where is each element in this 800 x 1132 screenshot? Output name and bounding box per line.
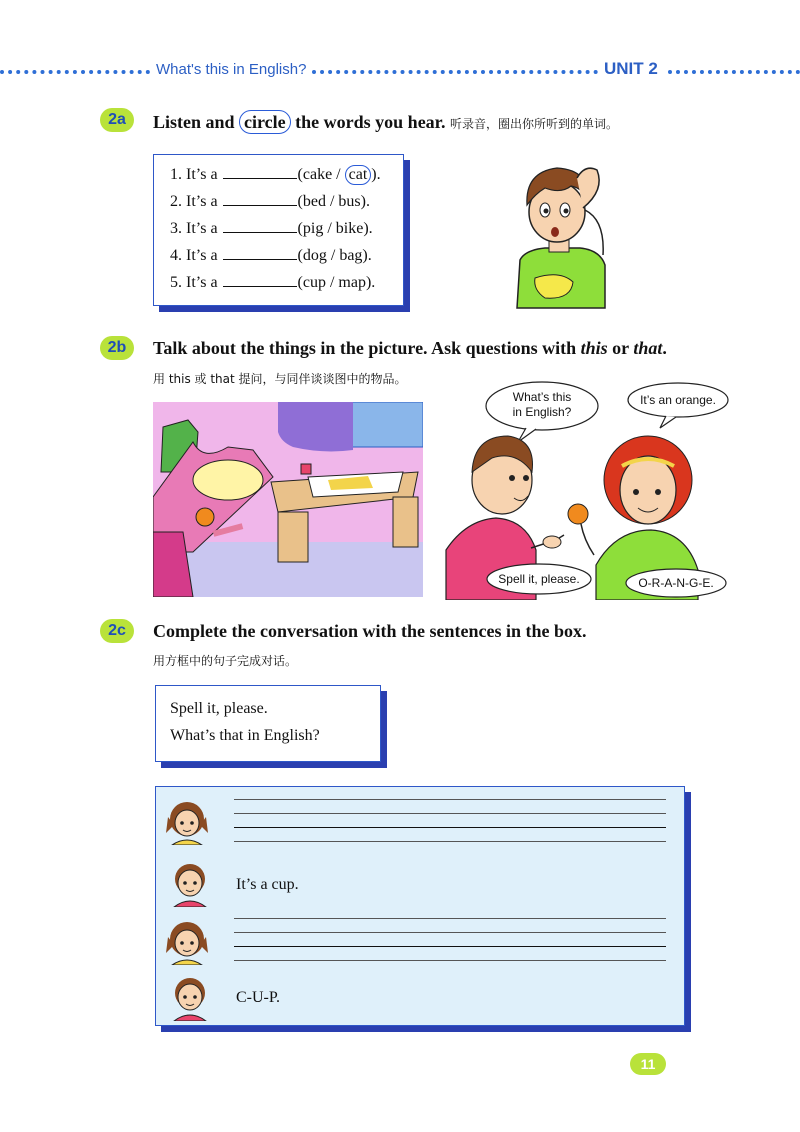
instruction-2c: Complete the conversation with the sentences in the box. (153, 621, 587, 641)
avatar-girl-red (168, 857, 212, 907)
writing-line[interactable] (234, 918, 666, 919)
conversation-box (155, 786, 685, 1026)
circled-word-example: circle (239, 110, 291, 134)
answer-blank[interactable] (223, 165, 297, 179)
bubble-question-line1: What’s this (512, 390, 572, 404)
sentence-box (155, 685, 381, 762)
writing-line[interactable] (234, 813, 666, 814)
writing-line[interactable] (234, 841, 666, 842)
writing-line[interactable] (234, 946, 666, 947)
header-dotted-rule-right (668, 70, 800, 74)
dialogue-illustration (436, 380, 736, 600)
writing-line[interactable] (234, 799, 666, 800)
exercise-item: 3. It’s a (pig / bike). (170, 220, 373, 237)
instruction-2a (153, 110, 618, 134)
answer-blank[interactable] (223, 219, 297, 233)
instruction-2b: Talk about the things in the picture. Ask questions with this or that. (153, 338, 667, 358)
exercise-item: 2. It’s a (bed / bus). (170, 193, 370, 210)
lesson-title: What's this in English? (156, 61, 307, 78)
conversation-answer: C-U-P. (236, 989, 281, 1006)
writing-line[interactable] (234, 932, 666, 933)
circled-option: cat (345, 165, 372, 185)
page-number: 11 (630, 1053, 666, 1075)
conversation-answer: It’s a cup. (236, 876, 299, 893)
header-dotted-rule-middle (312, 70, 598, 74)
bedroom-illustration (153, 402, 423, 597)
section-badge-2a: 2a (100, 108, 134, 132)
instruction-2a-zh: 听录音，圈出你所听到的单词。 (450, 117, 619, 131)
answer-blank[interactable] (223, 246, 297, 260)
exercise-item: 4. It’s a (dog / bag). (170, 247, 372, 264)
bubble-spell: Spell it, please. (498, 572, 580, 586)
instruction-2b-zh: 用 this 或 that 提问，与同伴谈谈图中的物品。 (153, 372, 407, 386)
instruction-2a-text: Listen and (153, 112, 240, 132)
instruction-2c-zh: 用方框中的句子完成对话。 (153, 654, 298, 668)
unit-label: UNIT 2 (604, 59, 658, 78)
avatar-girl (164, 915, 210, 965)
box-sentence: What’s that in English? (170, 727, 320, 744)
avatar-girl-red (168, 971, 212, 1021)
instruction-2a-text-end: the words you hear. (290, 112, 446, 132)
header-dotted-rule-left (0, 70, 150, 74)
answer-blank[interactable] (223, 192, 297, 206)
exercise-item: 1. It’s a (cake / cat ). (170, 166, 381, 183)
bubble-answer: It’s an orange. (640, 393, 716, 407)
exercise-item: 5. It’s a (cup / map). (170, 274, 376, 291)
writing-line[interactable] (234, 960, 666, 961)
writing-line[interactable] (234, 827, 666, 828)
section-badge-2b: 2b (100, 336, 134, 360)
bubble-question-line2: in English? (512, 405, 572, 419)
answer-blank[interactable] (223, 273, 297, 287)
bubble-letters: O-R-A-N-G-E. (638, 576, 714, 590)
box-sentence: Spell it, please. (170, 700, 268, 717)
thinking-boy-illustration (505, 150, 615, 310)
section-badge-2c: 2c (100, 619, 134, 643)
exercise-box-2a (153, 154, 404, 306)
avatar-girl (164, 795, 210, 845)
